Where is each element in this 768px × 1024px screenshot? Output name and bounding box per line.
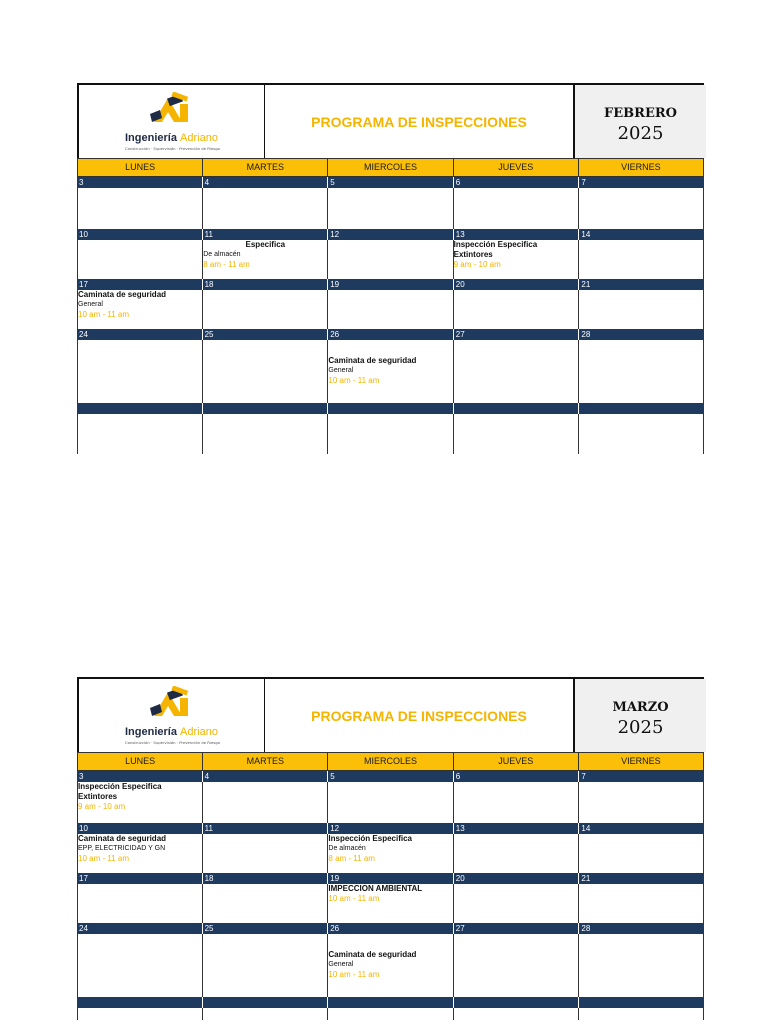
week-row <box>77 403 704 454</box>
day-cell <box>77 240 202 279</box>
day-wednesday: MIERCOLES <box>328 159 453 176</box>
day-friday: VIERNES <box>621 162 661 172</box>
week-row <box>77 771 704 823</box>
day-tuesday: MARTES <box>203 753 328 770</box>
date-number: 28 <box>581 330 591 339</box>
day-cell <box>77 782 202 823</box>
event-subtitle: General <box>328 961 354 968</box>
day-cell <box>578 884 704 923</box>
date-number <box>454 403 580 414</box>
week-row <box>77 823 704 873</box>
event-title: Caminata de seguridad <box>328 950 417 959</box>
day-cells <box>77 834 704 873</box>
year-label: 2025 <box>617 123 664 144</box>
inspection-event <box>328 884 452 904</box>
company-logo <box>79 85 265 158</box>
date-number: 26 <box>328 923 454 934</box>
date-number: 24 <box>77 923 203 934</box>
day-cell <box>327 290 452 329</box>
day-cell <box>578 290 704 329</box>
program-title: PROGRAMA DE INSPECCIONES <box>311 113 527 130</box>
day-cell <box>202 414 327 454</box>
event-subtitle: De almacén <box>328 845 366 852</box>
weekday-header <box>77 752 704 771</box>
day-cells <box>77 1008 704 1020</box>
date-number: 25 <box>203 329 329 340</box>
day-cell <box>327 188 452 229</box>
event-subtitle: General <box>328 367 354 374</box>
calendar-march <box>77 677 704 1020</box>
day-cell <box>202 188 327 229</box>
event-title: IMPECCION AMBIENTAL <box>328 884 423 893</box>
date-number-bar <box>77 177 704 188</box>
date-number-bar <box>77 229 704 240</box>
day-cell <box>202 1008 327 1020</box>
event-time: 9 am - 10 am <box>453 260 501 269</box>
day-tuesday: MARTES <box>203 159 328 176</box>
company-logo <box>79 679 265 752</box>
day-cell <box>77 340 202 403</box>
day-cell <box>453 290 578 329</box>
day-cell <box>202 934 327 997</box>
date-number-bar <box>77 279 704 290</box>
date-number: 21 <box>581 874 591 883</box>
day-cell <box>77 290 202 329</box>
inspection-event <box>328 340 452 386</box>
date-number: 11 <box>203 823 329 834</box>
day-thursday: JUEVES <box>454 753 579 770</box>
day-cell <box>578 782 704 823</box>
event-subtitle: De almacén <box>203 251 241 258</box>
date-number: 18 <box>203 873 329 884</box>
date-number: 20 <box>454 873 580 884</box>
inspection-event <box>78 834 202 864</box>
date-number: 6 <box>454 177 580 188</box>
month-box <box>573 85 706 158</box>
day-cell <box>578 1008 704 1020</box>
year-label: 2025 <box>617 717 664 738</box>
day-cell <box>202 834 327 873</box>
date-number-bar <box>77 997 704 1008</box>
day-cells <box>77 782 704 823</box>
date-number: 14 <box>581 824 591 833</box>
event-title: Caminata de seguridad <box>78 834 167 843</box>
calendar-header <box>77 677 704 752</box>
calendar-header <box>77 83 704 158</box>
excavator-logo-icon <box>148 92 194 132</box>
date-number <box>77 997 203 1008</box>
date-number: 7 <box>581 178 586 187</box>
date-number-bar <box>77 823 704 834</box>
date-number <box>328 403 454 414</box>
day-cells <box>77 414 704 454</box>
date-number: 7 <box>581 772 586 781</box>
logo-name: Ingeniería Adriano <box>125 132 218 144</box>
week-row <box>77 229 704 279</box>
date-number: 11 <box>203 229 329 240</box>
event-title: Inspección Especifica Extintores <box>453 240 538 259</box>
day-cell <box>202 340 327 403</box>
date-number: 17 <box>77 873 203 884</box>
day-cell <box>202 240 327 279</box>
date-number: 10 <box>77 229 203 240</box>
excavator-logo-icon <box>148 686 194 726</box>
day-cell <box>453 782 578 823</box>
day-cell <box>77 414 202 454</box>
program-title: PROGRAMA DE INSPECCIONES <box>311 707 527 724</box>
date-number: 3 <box>77 771 203 782</box>
date-number <box>203 403 329 414</box>
day-cell <box>578 340 704 403</box>
day-cell <box>327 884 452 923</box>
date-number: 5 <box>328 177 454 188</box>
day-cells <box>77 290 704 329</box>
day-cell <box>578 934 704 997</box>
week-row <box>77 177 704 229</box>
event-title: Inspección Especifica <box>328 834 412 843</box>
date-number <box>77 403 203 414</box>
day-cell <box>327 414 452 454</box>
day-cell <box>327 1008 452 1020</box>
date-number: 12 <box>328 823 454 834</box>
day-cell <box>202 782 327 823</box>
inspection-event <box>78 782 202 812</box>
logo-name: Ingeniería Adriano <box>125 726 218 738</box>
day-cell <box>77 884 202 923</box>
day-cells <box>77 340 704 403</box>
date-number <box>454 997 580 1008</box>
day-cell <box>327 834 452 873</box>
date-number: 27 <box>454 923 580 934</box>
event-time: 8 am - 11 am <box>203 260 250 269</box>
day-cells <box>77 188 704 229</box>
week-row <box>77 329 704 403</box>
date-number: 25 <box>203 923 329 934</box>
day-monday: LUNES <box>78 753 203 770</box>
day-cell <box>578 834 704 873</box>
date-number: 17 <box>77 279 203 290</box>
month-label: FEBRERO <box>604 106 677 121</box>
date-number <box>579 997 704 1008</box>
day-cell <box>453 934 578 997</box>
event-time: 9 am - 10 am <box>78 802 126 811</box>
day-cell <box>77 188 202 229</box>
inspection-event <box>328 834 452 864</box>
date-number-bar <box>77 873 704 884</box>
calendar-february <box>77 83 704 454</box>
inspection-event <box>78 290 202 320</box>
event-subtitle: General <box>78 301 103 308</box>
date-number <box>203 997 329 1008</box>
date-number: 10 <box>77 823 203 834</box>
week-row <box>77 279 704 329</box>
day-cell <box>202 290 327 329</box>
date-number-bar <box>77 771 704 782</box>
day-cells <box>77 934 704 997</box>
day-cell <box>453 414 578 454</box>
inspection-event <box>454 240 578 270</box>
date-number: 21 <box>581 280 591 289</box>
event-subtitle: EPP, ELECTRICIDAD Y GN <box>78 845 166 852</box>
date-number-bar <box>77 923 704 934</box>
date-number: 14 <box>581 230 591 239</box>
event-time: 10 am - 11 am <box>328 970 380 979</box>
date-number-bar <box>77 329 704 340</box>
date-number: 6 <box>454 771 580 782</box>
day-friday: VIERNES <box>621 756 661 766</box>
day-cell <box>453 340 578 403</box>
month-label: MARZO <box>612 700 669 715</box>
day-cell <box>202 884 327 923</box>
event-title: Especifica <box>245 240 286 249</box>
date-number: 24 <box>77 329 203 340</box>
day-monday: LUNES <box>78 159 203 176</box>
date-number: 26 <box>328 329 454 340</box>
date-number: 28 <box>581 924 591 933</box>
day-cell <box>327 340 452 403</box>
day-cell <box>327 782 452 823</box>
event-time: 8 am - 11 am <box>328 854 375 863</box>
day-cell <box>77 1008 202 1020</box>
week-row <box>77 997 704 1020</box>
event-title: Caminata de seguridad <box>328 356 417 365</box>
day-cell <box>327 240 452 279</box>
date-number: 19 <box>328 873 454 884</box>
event-time: 10 am - 11 am <box>78 854 129 863</box>
date-number: 12 <box>328 229 454 240</box>
date-number: 3 <box>77 177 203 188</box>
event-title: Caminata de seguridad <box>78 290 167 299</box>
day-cell <box>578 188 704 229</box>
day-cell <box>77 834 202 873</box>
date-number <box>579 403 704 414</box>
date-number: 13 <box>454 229 580 240</box>
date-number: 18 <box>203 279 329 290</box>
date-number: 13 <box>454 823 580 834</box>
date-number: 5 <box>328 771 454 782</box>
date-number <box>328 997 454 1008</box>
day-cell <box>77 934 202 997</box>
date-number-bar <box>77 403 704 414</box>
weekday-header <box>77 158 704 177</box>
logo-tagline: Construcción · Supervisión · Prevención de Riesgo <box>125 740 221 745</box>
day-thursday: JUEVES <box>454 159 579 176</box>
day-cell <box>453 834 578 873</box>
week-row <box>77 923 704 997</box>
date-number: 20 <box>454 279 580 290</box>
month-box <box>573 679 706 752</box>
logo-tagline: Construcción · Supervisión · Prevención de Riesgo <box>125 146 221 151</box>
event-time: 10 am - 11 am <box>328 894 380 903</box>
day-cells <box>77 240 704 279</box>
date-number: 19 <box>328 279 454 290</box>
day-cell <box>453 1008 578 1020</box>
day-cell <box>327 934 452 997</box>
date-number: 27 <box>454 329 580 340</box>
day-cell <box>453 884 578 923</box>
day-cell <box>453 240 578 279</box>
inspection-event <box>328 934 452 980</box>
day-cells <box>77 884 704 923</box>
date-number: 4 <box>203 177 329 188</box>
day-cell <box>453 188 578 229</box>
week-row <box>77 873 704 923</box>
date-number: 4 <box>203 771 329 782</box>
event-time: 10 am - 11 am <box>328 376 380 385</box>
event-title: Inspección Especifica Extintores <box>78 782 162 801</box>
day-wednesday: MIERCOLES <box>328 753 453 770</box>
day-cell <box>578 240 704 279</box>
day-cell <box>578 414 704 454</box>
inspection-event <box>203 240 327 270</box>
event-time: 10 am - 11 am <box>78 310 129 319</box>
